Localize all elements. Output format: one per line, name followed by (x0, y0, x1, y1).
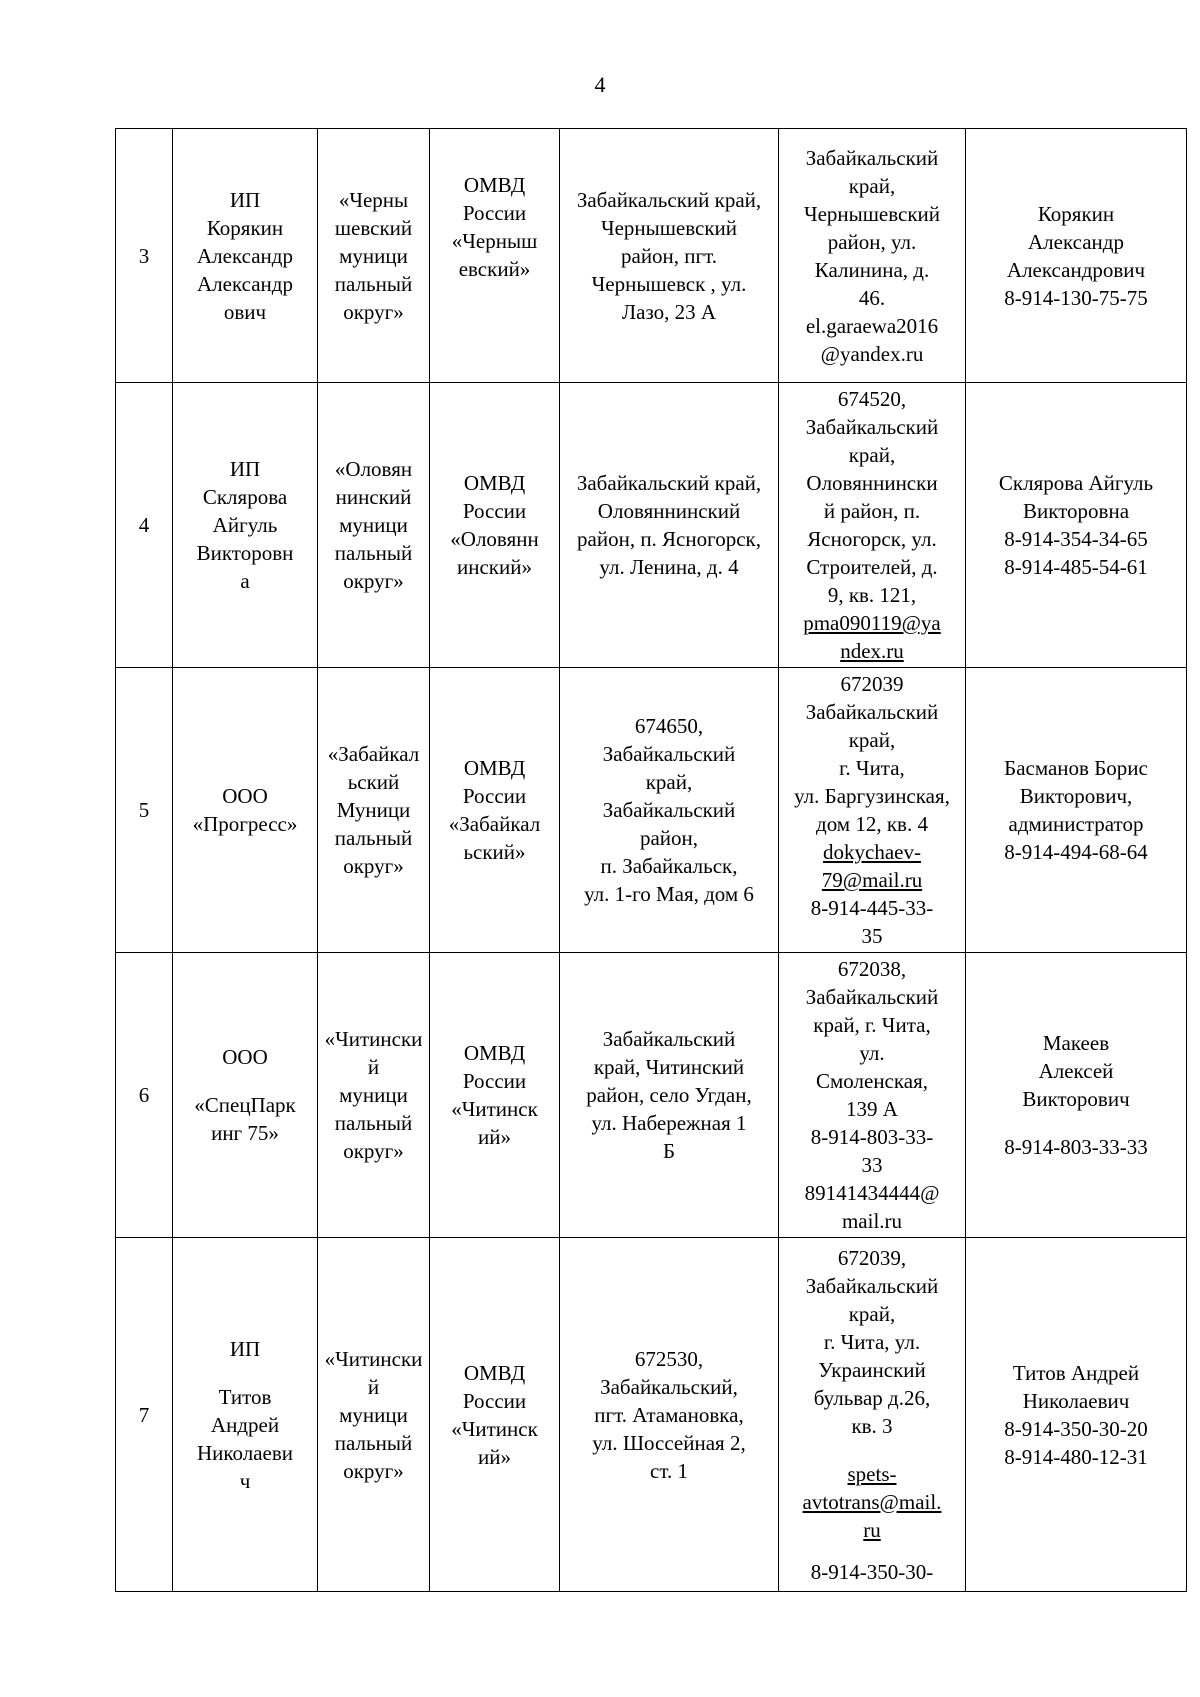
municipal-district-cell: «Оловян нинский муници пальный округ» (318, 383, 430, 668)
table-row (116, 668, 1187, 953)
police-department-cell: ОМВД России «Забайкал ьский» (430, 668, 560, 953)
email-text: mail.ru (841, 1209, 903, 1233)
parking-location-cell: Забайкальский край, Чернышевский район, пгт. Чернышевск , ул. Лазо, 23 А (560, 129, 779, 383)
table-row (116, 953, 1187, 1238)
email-text: el.garaewa2016 (805, 313, 939, 338)
email-link: avtotrans@mail. (802, 1489, 942, 1514)
police-department-cell: ОМВД России «Читинск ий» (430, 953, 560, 1238)
responsible-person-cell: Макеев Алексей Викторович 8-914-803-33-33 (966, 953, 1187, 1238)
email-link: ru (863, 1517, 881, 1542)
organization-name-cell: ИП Титов Андрей Николаеви ч (173, 1238, 318, 1592)
parking-location-cell: 672530, Забайкальский, пгт. Атамановка, ул. Шоссейная 2, ст. 1 (560, 1238, 779, 1592)
email-link: ndex.ru (840, 639, 904, 663)
police-department-cell: ОМВД России «Читинск ий» (430, 1238, 560, 1592)
page-number: 4 (594, 72, 606, 97)
row-number-cell: 4 (116, 383, 173, 668)
email-text: @yandex.ru (820, 341, 924, 366)
table-row (116, 383, 1187, 668)
responsible-person-cell: Склярова Айгуль Викторовна 8-914-354-34-65 8-914-485-54-61 (966, 383, 1187, 668)
table-row (116, 129, 1187, 383)
email-link: dokychaev- (823, 840, 921, 864)
parking-location-cell: Забайкальский край, Оловяннинский район, п. Ясногорск, ул. Ленина, д. 4 (560, 383, 779, 668)
parking-location-cell: Забайкальский край, Читинский район, село Угдан, ул. Набережная 1 Б (560, 953, 779, 1238)
municipal-district-cell: «Черны шевский муници пальный округ» (318, 129, 430, 383)
email-link: 79@mail.ru (821, 868, 923, 892)
email-text: 89141434444@ (804, 1181, 940, 1205)
parking-location-cell: 674650, Забайкальский край, Забайкальский район, п. Забайкальск, ул. 1-го Мая, дом 6 (560, 668, 779, 953)
municipal-district-cell: «Забайкал ьский Муници пальный округ» (318, 668, 430, 953)
organization-name-cell: ИП Склярова Айгуль Викторовн а (173, 383, 318, 668)
organization-name-cell: ООО «СпецПарк инг 75» (173, 953, 318, 1238)
row-number-cell: 6 (116, 953, 173, 1238)
municipal-district-cell: «Читински й муници пальный округ» (318, 953, 430, 1238)
contacts-cell: 672038, Забайкальский край, г. Чита, ул. Смоленская, 139 А 8-914-803-33- 33 89141434444@ mail.ru (779, 953, 966, 1238)
contacts-cell: 672039, Забайкальский край, г. Чита, ул. Украинский бульвар д.26, кв. 3 spets- avtotrans@mail. ru 8-914-350-30- (779, 1238, 966, 1592)
organization-name-cell: ИП Корякин Александр Александр ович (173, 129, 318, 383)
row-number-cell: 7 (116, 1238, 173, 1592)
responsible-person-cell: Титов Андрей Николаевич 8-914-350-30-20 8-914-480-12-31 (966, 1238, 1187, 1592)
row-number-cell: 3 (116, 129, 173, 383)
email-link: spets- (847, 1461, 897, 1486)
municipal-district-cell: «Читински й муници пальный округ» (318, 1238, 430, 1592)
table-row (116, 1238, 1187, 1592)
police-department-cell: ОМВД России «Черныш евский» (430, 129, 560, 383)
email-link: pma090119@ya (803, 611, 941, 635)
registry-table (115, 128, 1187, 1592)
contacts-cell: 672039 Забайкальский край, г. Чита, ул. Баргузинская, дом 12, кв. 4 dokychaev- 79@mail.ru 8-914-445-33- 35 (779, 668, 966, 953)
responsible-person-cell: Корякин Александр Александрович 8-914-130-75-75 (966, 129, 1187, 383)
contacts-cell: Забайкальский край, Чернышевский район, ул. Калинина, д. 46. el.garaewa2016 @yandex.ru (779, 129, 966, 383)
row-number-cell: 5 (116, 668, 173, 953)
responsible-person-cell: Басманов Борис Викторович, администратор 8-914-494-68-64 (966, 668, 1187, 953)
organization-name-cell: ООО «Прогресс» (173, 668, 318, 953)
contacts-cell: 674520, Забайкальский край, Оловяннински й район, п. Ясногорск, ул. Строителей, д. 9, кв. 121, pma090119@ya ndex.ru (779, 383, 966, 668)
police-department-cell: ОМВД России «Оловянн инский» (430, 383, 560, 668)
